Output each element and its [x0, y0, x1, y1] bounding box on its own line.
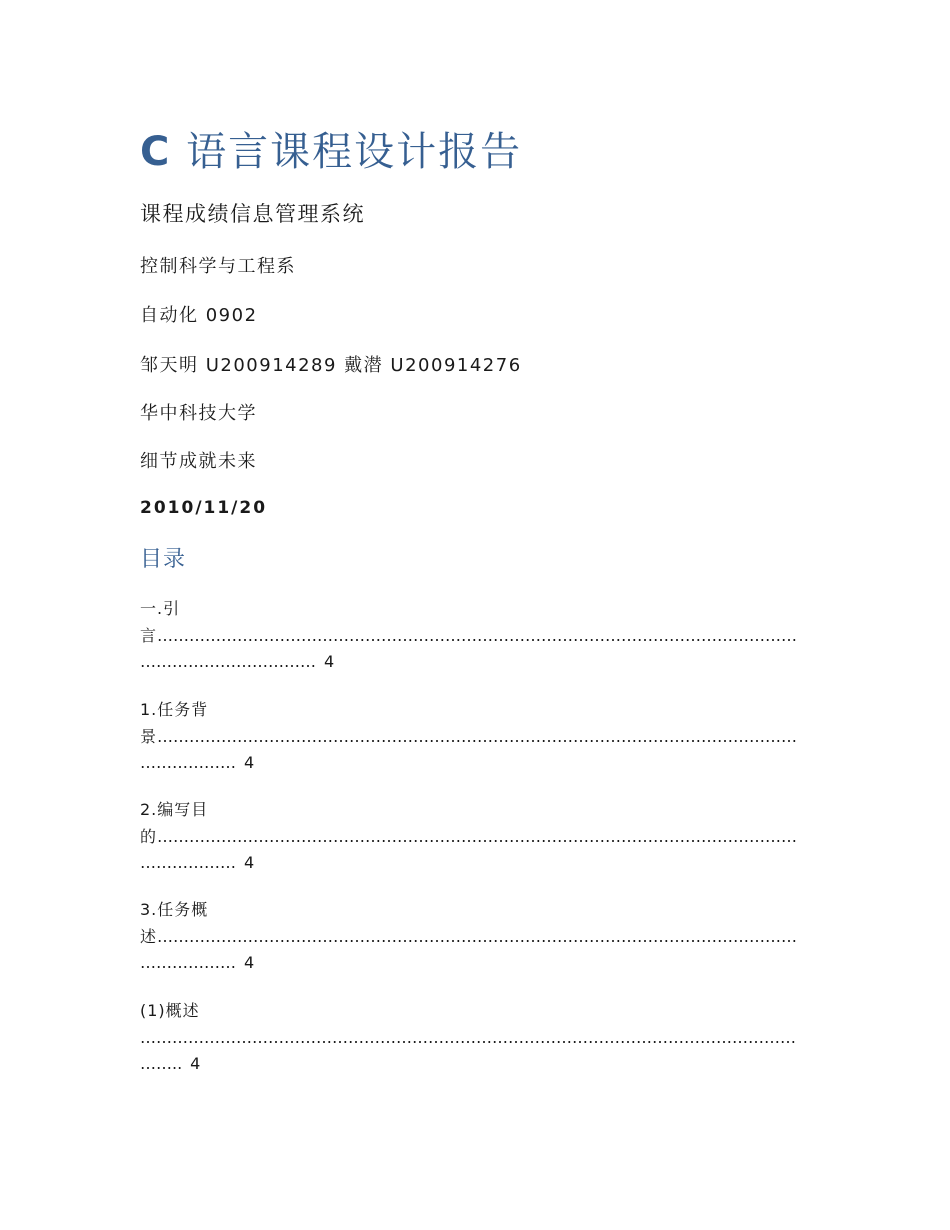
toc-entry[interactable] — [140, 697, 810, 777]
toc-page-number: 4 — [244, 753, 256, 772]
toc-leader-dots: ……………… — [140, 953, 236, 972]
report-subtitle: 课程成绩信息管理系统 — [140, 202, 365, 226]
toc-leader-dots: ………………………………………………………………………………………………………… — [157, 926, 798, 946]
toc-entry[interactable] — [140, 998, 810, 1078]
title-rest: 语言课程设计报告 — [171, 129, 523, 175]
motto-line: 细节成就未来 — [140, 451, 257, 472]
toc-entry-title: 1.任务背 — [140, 700, 209, 719]
university-line: 华中科技大学 — [140, 403, 257, 424]
title-prefix: C — [140, 129, 172, 175]
toc-entry-title: 一.引 — [140, 599, 181, 618]
toc-entry-title: (1)概述 — [140, 1001, 200, 1020]
date-line: 2010/11/20 — [140, 498, 268, 518]
toc-leader-dots: ……………… — [140, 853, 236, 872]
toc-entry[interactable] — [140, 797, 810, 877]
toc-entry[interactable] — [140, 897, 810, 977]
toc-entry-title: 3.任务概 — [140, 900, 209, 919]
toc-entry-title-cont: 述 — [140, 926, 158, 946]
toc-leader-dots: …………………………… — [140, 652, 316, 671]
report-title — [140, 124, 522, 180]
toc-leader-dots: ……………… — [140, 753, 236, 772]
toc-leader-dots: ………………………………………………………………………………………………………… — [157, 826, 798, 846]
department-line: 控制科学与工程系 — [140, 256, 296, 277]
toc-page-number: 4 — [324, 652, 336, 671]
toc-leader-dots: ………………………………………………………………………………………………………… — [157, 726, 798, 746]
toc-leader-dots: ………………………………………………………………………………………………………… — [157, 625, 798, 645]
toc-entry-title-cont: 的 — [140, 826, 158, 846]
toc-entry[interactable] — [140, 596, 810, 676]
toc-entry-title-cont: 景 — [140, 726, 158, 746]
toc-page-number: 4 — [190, 1054, 202, 1073]
toc-leader-dots: …………………………………………………………………………………………………………… — [140, 1027, 796, 1047]
toc-heading: 目录 — [140, 547, 187, 572]
authors-line: 邹天明 U200914289 戴潜 U200914276 — [140, 355, 522, 376]
toc-page-number: 4 — [244, 853, 256, 872]
toc-entry-title-cont: 言 — [140, 625, 158, 645]
toc-entry-title: 2.编写目 — [140, 800, 209, 819]
toc-page-number: 4 — [244, 953, 256, 972]
toc-leader-dots: …….. — [140, 1054, 183, 1073]
class-line: 自动化 0902 — [140, 305, 258, 326]
